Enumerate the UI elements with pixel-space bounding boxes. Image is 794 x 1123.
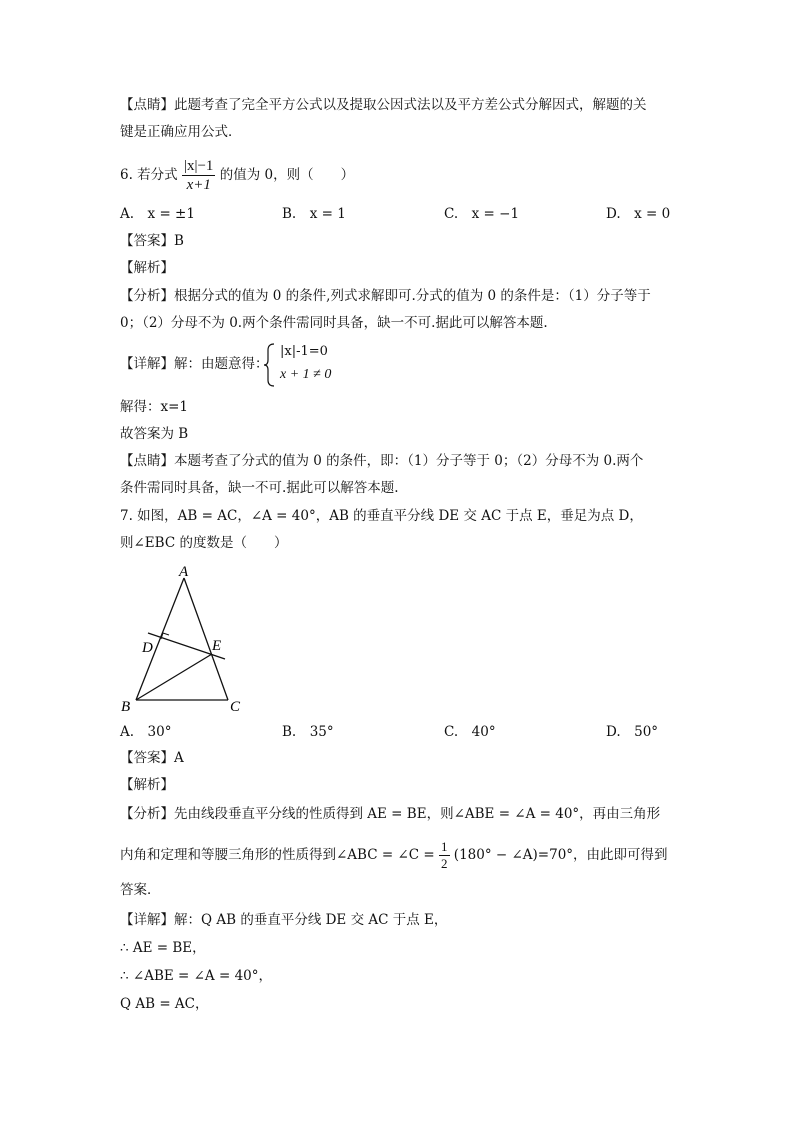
q7-half-denominator: 2 [441, 856, 448, 871]
q7-stem-line1: 7. 如图，AB = AC，∠A = 40°，AB 的垂直平分线 DE 交 AC 于点 E，垂足为点 D， [120, 508, 643, 524]
q7-option-c: C. 40° [444, 724, 496, 740]
q7-detail-line2: ∴ AE = BE， [120, 940, 206, 956]
vertex-label-e: E [212, 638, 222, 654]
q6-option-b: B. x = 1 [282, 206, 346, 222]
q6-dianjing-line1: 【点睛】本题考查了分式的值为 0 的条件，即：（1）分子等于 0；（2）分母不为 0.两个 [120, 453, 644, 469]
q6-fraction-numerator: |x|−1 [183, 158, 214, 174]
vertex-label-d: D [142, 640, 153, 656]
q7-detail-line3: ∴ ∠ABE = ∠A = 40°， [120, 968, 272, 984]
q6-fenxi-line1: 【分析】根据分式的值为 0 的条件,列式求解即可.分式的值为 0 的条件是：（1）分子等于 [120, 288, 651, 304]
q7-fenxi-line1: 【分析】先由线段垂直平分线的性质得到 AE = BE，则∠ABE = ∠A = 40°，再由三角形 [120, 806, 661, 822]
q6-fraction [182, 157, 215, 194]
q6-conclusion: 故答案为 B [120, 426, 189, 442]
vertex-label-b: B [121, 699, 131, 715]
q7-option-d: D. 50° [606, 724, 659, 740]
q7-fenxi-line2 [120, 836, 668, 874]
segment-be [136, 654, 212, 700]
q6-option-d: D. x = 0 [606, 206, 671, 222]
segment-ab [136, 578, 184, 700]
q6-dianjing-line2: 条件需同时具备，缺一不可.据此可以解答本题. [120, 480, 399, 496]
q6-solution: 解得：x=1 [120, 399, 189, 415]
q6-fraction-denominator: x+1 [186, 177, 211, 193]
dianjing-text-line1: 【点睛】此题考查了完全平方公式以及提取公因式法以及平方差公式分解因式，解题的关 [120, 97, 647, 113]
q6-stem-prefix: 6. 若分式 [120, 167, 178, 183]
q6-option-c: C. x = −1 [444, 206, 520, 222]
segment-ac [184, 578, 228, 700]
vertex-label-a: A [179, 564, 189, 580]
vertex-label-c: C [230, 699, 241, 715]
left-brace-icon [262, 342, 276, 388]
q7-triangle-figure [110, 558, 250, 718]
q7-fenxi-line2-prefix: 内角和定理和等腰三角形的性质得到∠ABC = ∠C = [120, 847, 435, 863]
q7-detail-line4: Q AB = AC， [120, 996, 209, 1012]
q6-system-eq2: x + 1 ≠ 0 [280, 367, 332, 382]
q7-fenxi-line3: 答案． [120, 882, 161, 898]
q6-option-a: A. x = ±1 [120, 206, 195, 222]
q6-fenxi-line2: 0；（2）分母不为 0.两个条件需同时具备，缺一不可.据此可以解答本题. [120, 315, 548, 331]
q6-system-eq1: |x|-1=0 [280, 344, 328, 359]
dianjing-text-line2: 键是正确应用公式． [120, 124, 242, 140]
q6-stem [120, 156, 354, 194]
q7-option-b: B. 35° [282, 724, 334, 740]
q7-half-numerator: 1 [441, 839, 448, 854]
q7-answer: 【答案】A [120, 750, 184, 766]
q7-detail-line1: 【详解】解：Q AB 的垂直平分线 DE 交 AC 于点 E， [120, 912, 448, 928]
q7-half-fraction [439, 839, 450, 872]
q6-stem-suffix: 的值为 0，则（ ） [219, 167, 355, 183]
q6-detail-prefix: 【详解】解：由题意得： [120, 356, 269, 372]
q7-fenxi-line2-suffix: (180° − ∠A)=70°，由此即可得到 [453, 847, 668, 863]
q6-answer: 【答案】B [120, 233, 184, 249]
q6-jiexi-heading: 【解析】 [120, 260, 174, 276]
q7-stem-line2: 则∠EBC 的度数是（ ） [120, 535, 288, 551]
q7-jiexi-heading: 【解析】 [120, 777, 174, 793]
q7-option-a: A. 30° [120, 724, 172, 740]
